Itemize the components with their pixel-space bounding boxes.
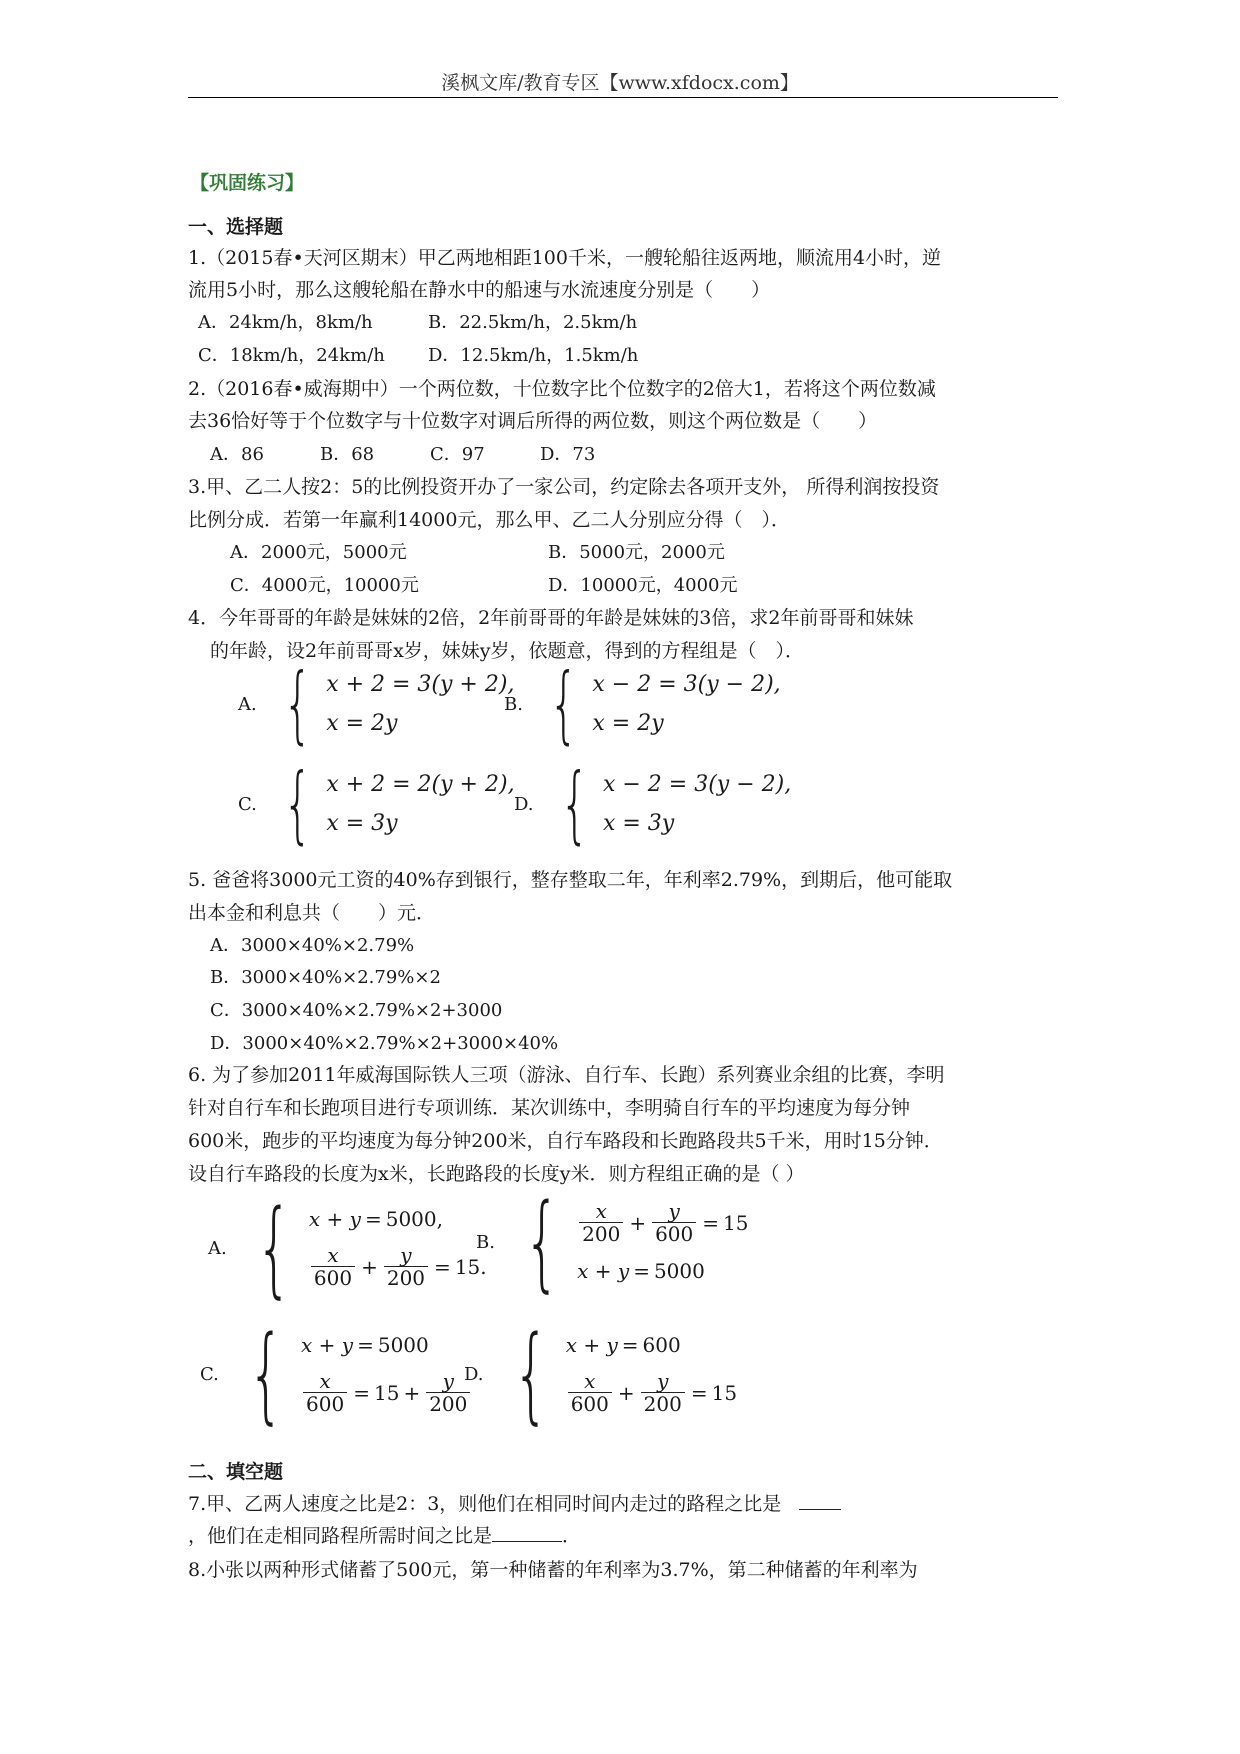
- q6-b-eq1: [577, 1201, 748, 1245]
- q6-d-eq2: [566, 1371, 737, 1415]
- number: 15: [373, 1381, 400, 1405]
- q4-b-eq2: x = 2y: [592, 711, 664, 736]
- q7-period: ．: [562, 1525, 582, 1547]
- q6-c-eq1: [301, 1333, 472, 1357]
- brace-icon: {: [255, 1187, 293, 1309]
- brace-icon: {: [523, 1181, 561, 1303]
- q6-d-eq1: [566, 1333, 737, 1357]
- q6-option-b-label: B.: [476, 1231, 495, 1253]
- answer-blank[interactable]: [492, 1541, 562, 1542]
- fraction: $\frac{x}{600}$: [311, 1245, 355, 1289]
- fraction: $\frac{y}{600}$: [652, 1201, 696, 1245]
- number: 15: [711, 1381, 738, 1405]
- q7-line1: [188, 1489, 841, 1516]
- q6-line4: 设自行车路段的长度为x米，长跑路段的长度y米．则方程组正确的是（ ）: [188, 1163, 805, 1185]
- q2-line2: 去36恰好等于个位数字与十位数字对调后所得的两位数，则这个两位数是（ ）: [188, 410, 878, 432]
- q5-option-c: C．3000×40%×2.79%×2+3000: [210, 1000, 503, 1021]
- q3-option-a: A．2000元，5000元: [230, 542, 407, 563]
- q1-line1: 1.（2015春•天河区期末）甲乙两地相距100千米，一艘轮船往返两地，顺流用4小时，逆: [188, 247, 942, 269]
- q2-option-b: B．68: [320, 444, 375, 465]
- number: 5000,: [385, 1207, 443, 1231]
- number: 5000: [653, 1259, 705, 1283]
- q6-option-d: [464, 1313, 738, 1435]
- q6-option-c-label: C.: [200, 1363, 219, 1385]
- q4-option-b-label: B.: [504, 693, 523, 715]
- q3-option-c: C．4000元，10000元: [230, 575, 419, 596]
- q7-text: 7.甲、乙两人速度之比是2：3，则他们在相同时间内走过的路程之比是: [188, 1493, 782, 1515]
- q4-option-b: [504, 655, 781, 753]
- fraction: $\frac{x}{200}$: [579, 1201, 623, 1245]
- q4-option-a: [238, 655, 515, 753]
- plus-sign: +: [617, 1381, 635, 1405]
- q8-line1: 8.小张以两种形式储蓄了500元，第一种储蓄的年利率为3.7%，第二种储蓄的年利率为: [188, 1559, 918, 1581]
- q4-option-c: [238, 755, 515, 853]
- brace-icon: {: [512, 1313, 549, 1435]
- q6-a-eq1: [309, 1207, 487, 1231]
- equals-sign: =: [690, 1381, 708, 1405]
- q6-c-eq2: [301, 1371, 472, 1415]
- q2-option-c: C．97: [430, 444, 485, 465]
- q5-option-d: D．3000×40%×2.79%×2+3000×40%: [210, 1033, 559, 1054]
- q6-option-b: [476, 1181, 749, 1303]
- fraction: $\frac{y}{200}$: [384, 1245, 428, 1289]
- section-fill-in: 二、填空题: [188, 1461, 284, 1483]
- q6-line2: 针对自行车和长跑项目进行专项训练．某次训练中，李明骑自行车的平均速度为每分钟: [188, 1097, 911, 1119]
- q4-a-eq2: x = 2y: [326, 711, 398, 736]
- fraction: $\frac{x}{600}$: [303, 1371, 347, 1415]
- q6-line3: 600米，跑步的平均速度为每分钟200米，自行车路段和长跑路段共5千米，用时15分钟．: [188, 1130, 943, 1152]
- brace-icon: {: [282, 655, 313, 753]
- plus-sign: +: [361, 1255, 378, 1279]
- number: 5000: [377, 1333, 429, 1357]
- xy-sum: x + y: [577, 1259, 630, 1283]
- q1-line2: 流用5小时，那么这艘轮船在静水中的船速与水流速度分别是（ ）: [188, 279, 771, 301]
- q4-option-d: [514, 755, 792, 853]
- number: 600: [642, 1333, 681, 1357]
- q2-option-a: A．86: [210, 444, 264, 465]
- q4-d-eq1: x − 2 = 3(y − 2),: [602, 772, 792, 797]
- q3-option-d: D．10000元，4000元: [548, 575, 738, 596]
- q3-line1: 3.甲、乙二人按2：5的比例投资开办了一家公司，约定除去各项开支外， 所得利润按投资: [188, 476, 940, 498]
- plus-sign: +: [403, 1381, 421, 1405]
- q1-option-a: A．24km/h，8km/h: [198, 312, 373, 333]
- q6-option-a-label: A.: [208, 1237, 227, 1259]
- answer-blank[interactable]: [799, 1509, 841, 1510]
- section-choice: 一、选择题: [188, 216, 284, 238]
- brace-icon: {: [548, 655, 579, 753]
- xy-sum: x + y: [565, 1333, 618, 1357]
- brace-icon: {: [282, 755, 313, 853]
- number: 15: [723, 1211, 749, 1235]
- q4-line2: 的年龄，设2年前哥哥x岁，妹妹y岁，依题意，得到的方程组是（ ）．: [210, 640, 805, 662]
- q2-option-d: D．73: [540, 444, 596, 465]
- q7-line2: [188, 1521, 581, 1548]
- equals-sign: =: [357, 1333, 374, 1357]
- q5-line1: 5. 爸爸将3000元工资的40%存到银行，整存整取二年，年利率2.79%，到期后，他可能取: [188, 869, 953, 891]
- q3-option-b: B．5000元，2000元: [548, 542, 725, 563]
- q4-d-eq2: x = 3y: [602, 811, 675, 836]
- q4-a-eq1: x + 2 = 3(y + 2),: [326, 672, 515, 697]
- q4-option-a-label: A.: [238, 693, 257, 715]
- xy-sum: x + y: [308, 1207, 361, 1231]
- q6-line1: 6. 为了参加2011年威海国际铁人三项（游泳、自行车、长跑）系列赛业余组的比赛，李明: [188, 1064, 945, 1086]
- section-title: 【巩固练习】: [190, 172, 305, 194]
- equals-sign: =: [702, 1211, 720, 1235]
- q4-c-eq1: x + 2 = 2(y + 2),: [326, 772, 515, 797]
- q6-option-a: [208, 1187, 487, 1309]
- q5-option-b: B．3000×40%×2.79%×2: [210, 967, 441, 988]
- xy-sum: x + y: [301, 1333, 354, 1357]
- fraction: $\frac{y}{200}$: [426, 1371, 470, 1415]
- q5-option-a: A．3000×40%×2.79%: [210, 935, 415, 956]
- brace-icon: {: [559, 755, 589, 853]
- equals-sign: =: [353, 1381, 370, 1405]
- q3-line2: 比例分成．若第一年赢利14000元，那么甲、乙二人分别应分得（ ）．: [188, 509, 790, 531]
- page-header: 溪枫文库/教育专区【www.xfdocx.com】: [441, 72, 799, 94]
- q4-option-c-label: C.: [238, 793, 257, 815]
- q1-option-c: C．18km/h，24km/h: [198, 345, 385, 366]
- q7-text: ，他们在走相同路程所需时间之比是: [188, 1525, 493, 1547]
- q6-b-eq2: [577, 1259, 748, 1283]
- q4-c-eq2: x = 3y: [326, 811, 398, 836]
- fraction: $\frac{x}{600}$: [568, 1371, 612, 1415]
- q4-b-eq1: x − 2 = 3(y − 2),: [592, 672, 781, 697]
- equals-sign: =: [364, 1207, 382, 1231]
- q5-line2: 出本金和利息共（ ）元．: [188, 902, 436, 924]
- header-divider: [188, 97, 1058, 98]
- plus-sign: +: [629, 1211, 647, 1235]
- q6-option-d-label: D.: [464, 1363, 484, 1385]
- q6-option-c: [200, 1313, 472, 1435]
- q4-option-d-label: D.: [514, 793, 534, 815]
- equals-sign: =: [434, 1255, 451, 1279]
- q1-option-b: B．22.5km/h，2.5km/h: [428, 312, 638, 333]
- equals-sign: =: [633, 1259, 650, 1283]
- equals-sign: =: [621, 1333, 639, 1357]
- number: 15.: [454, 1255, 487, 1279]
- fraction: $\frac{y}{200}$: [641, 1371, 685, 1415]
- brace-icon: {: [247, 1313, 285, 1435]
- q1-option-d: D．12.5km/h，1.5km/h: [428, 345, 639, 366]
- q6-a-eq2: [309, 1245, 487, 1289]
- q4-line1: 4．今年哥哥的年龄是妹妹的2倍，2年前哥哥的年龄是妹妹的3倍，求2年前哥哥和妹妹: [188, 607, 914, 629]
- q2-line1: 2.（2016春•威海期中）一个两位数，十位数字比个位数字的2倍大1，若将这个两位数减: [188, 378, 936, 400]
